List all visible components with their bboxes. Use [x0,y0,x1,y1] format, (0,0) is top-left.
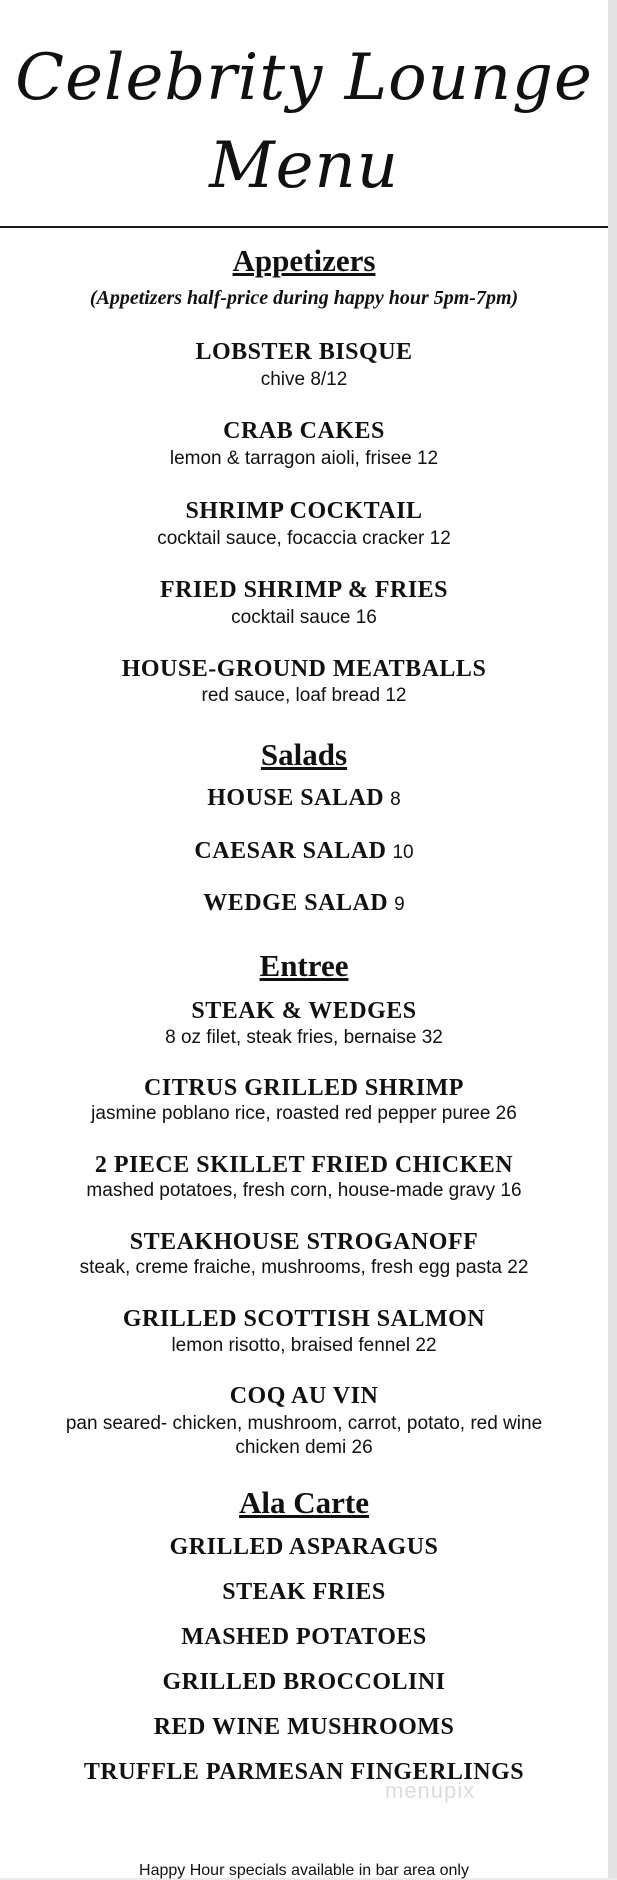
menu-title: Celebrity Lounge [15,41,593,115]
appetizer-item-desc: cocktail sauce 16 [231,607,377,628]
salads-heading: Salads [260,737,348,772]
page-edge [608,0,617,1878]
alacarte-item: TRUFFLE PARMESAN FINGERLINGS [83,1759,525,1785]
salad-item [0,889,608,919]
appetizer-item-name: CRAB CAKES [223,418,385,444]
entree-item-name: CITRUS GRILLED SHRIMP [144,1075,464,1101]
alacarte-item: STEAK FRIES [222,1579,386,1605]
header-divider [0,226,608,228]
salad-item-name: HOUSE SALAD [207,785,385,811]
entree-item-name: STEAKHOUSE STROGANOFF [129,1229,479,1255]
entree-item-desc: pan seared- chicken, mushroom, carrot, potato, red wine [65,1413,543,1434]
entree-item-desc: steak, creme fraiche, mushrooms, fresh egg pasta 22 [79,1257,529,1278]
appetizer-item-name: FRIED SHRIMP & FRIES [159,577,449,603]
entree-item-desc: 8 oz filet, steak fries, bernaise 32 [165,1027,443,1048]
salad-item-name: WEDGE SALAD [203,890,389,916]
entree-item-name: 2 PIECE SKILLET FRIED CHICKEN [94,1152,514,1178]
entree-item-name: STEAK & WEDGES [191,998,417,1024]
salad-item [0,784,608,814]
appetizers-heading: Appetizers [232,243,376,278]
appetizer-item-desc: cocktail sauce, focaccia cracker 12 [157,528,451,549]
alacarte-item: GRILLED BROCCOLINI [162,1669,446,1695]
entree-item-desc: mashed potatoes, fresh corn, house-made gravy 16 [86,1180,522,1201]
alacarte-item: MASHED POTATOES [181,1624,427,1650]
alacarte-item: RED WINE MUSHROOMS [153,1714,455,1740]
salad-item-price: 10 [392,842,414,863]
entree-item-name: COQ AU VIN [229,1383,379,1409]
appetizer-item-desc: lemon & tarragon aioli, frisee 12 [169,448,439,469]
salad-item-price: 8 [390,789,401,810]
salad-item-price: 9 [394,894,405,915]
alacarte-item: GRILLED ASPARAGUS [169,1534,439,1560]
alacarte-heading: Ala Carte [239,1485,369,1520]
appetizer-item-desc: red sauce, loaf bread 12 [201,685,407,706]
entree-item-name: GRILLED SCOTTISH SALMON [122,1306,486,1332]
appetizer-item-desc: chive 8/12 [260,369,348,390]
watermark: menupix [385,1778,476,1803]
entree-item-desc: jasmine poblano rice, roasted red pepper puree 26 [91,1103,517,1124]
entree-heading: Entree [259,948,349,983]
entree-item-desc: lemon risotto, braised fennel 22 [171,1335,437,1356]
appetizer-item-name: LOBSTER BISQUE [195,339,413,365]
footer-note: Happy Hour specials available in bar area only [139,1862,469,1879]
menu-subtitle: Menu [209,129,399,203]
appetizer-item-name: SHRIMP COCKTAIL [185,498,423,524]
entree-item-desc-continued: chicken demi 26 [235,1437,373,1458]
salad-item [0,837,608,867]
appetizers-note: (Appetizers half-price during happy hour 5pm-7pm) [89,287,519,309]
appetizer-item-name: HOUSE-GROUND MEATBALLS [121,656,487,682]
salad-item-name: CAESAR SALAD [194,838,387,864]
